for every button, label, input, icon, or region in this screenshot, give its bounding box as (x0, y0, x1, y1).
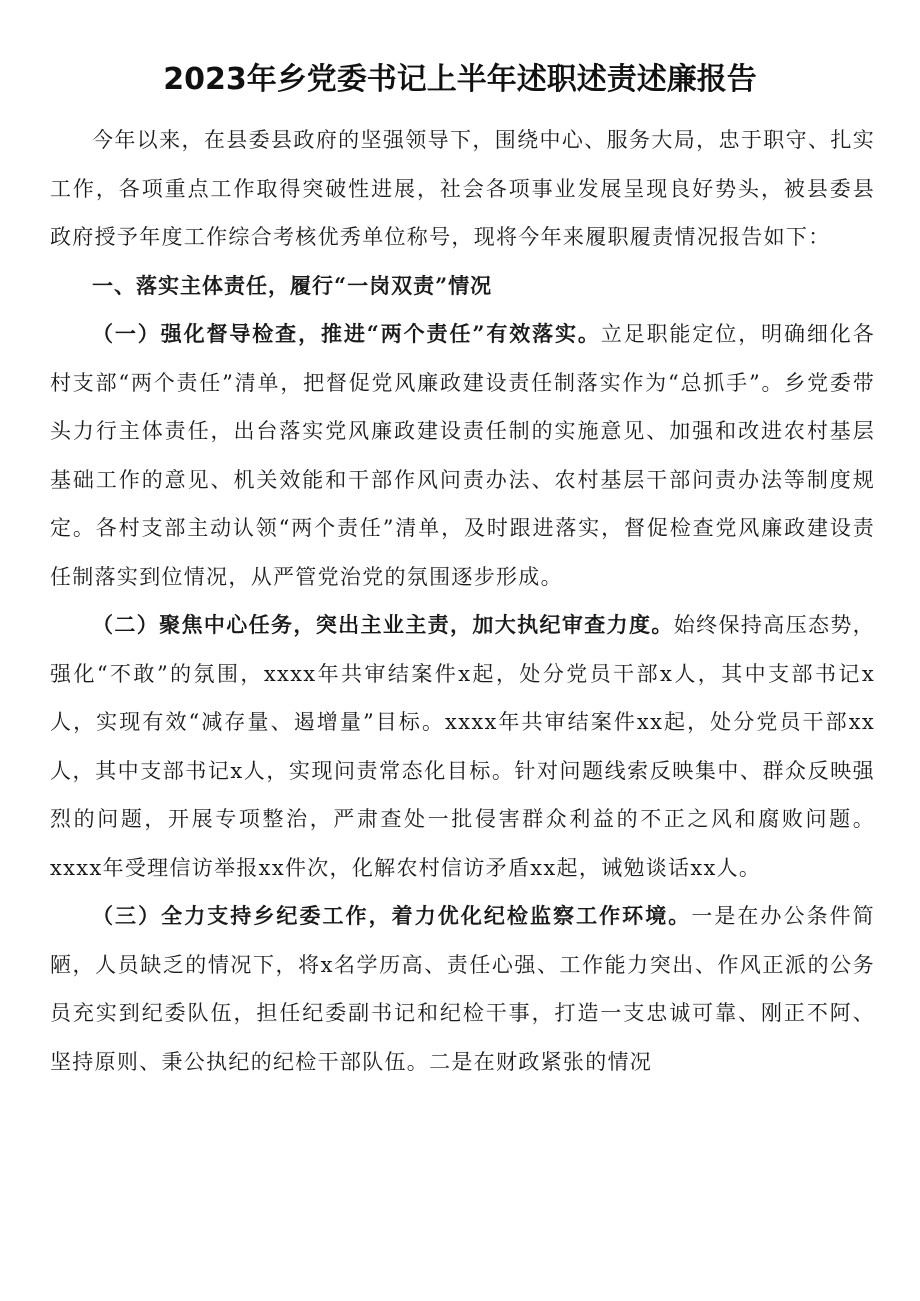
item-paragraph-2 (50, 601, 875, 892)
item-text-2: 始终保持高压态势，强化“不敢”的氛围，xxxx年共审结案件x起，处分党员干部x人，其中支部书记x人，实现有效“减存量、遏增量”目标。xxxx年共审结案件xx起，处分党员干部xx人，其中支部书记x人，实现问责常态化目标。针对问题线索反映集中、群众反映强烈的问题，开展专项整治，严肃查处一批侵害群众利益的不正之风和腐败问题。xxxx年受理信访举报xx件次，化解农村信访矛盾xx起，诫勉谈话xx人。 (50, 613, 875, 880)
section-heading: 一、落实主体责任，履行“一岗双责”情况 (92, 272, 493, 298)
document-title: 2023年乡党委书记上半年述职述责述廉报告 (163, 62, 757, 97)
item-paragraph-3 (50, 892, 875, 1086)
item-lead-2: （二）聚焦中心任务，突出主业主责，加大执纪审查力度。 (92, 612, 674, 637)
item-lead-3: （三）全力支持乡纪委工作，着力优化纪检监察工作环境。 (92, 903, 692, 928)
item-text-3: 一是在办公条件简陋，人员缺乏的情况下，将x名学历高、责任心强、工作能力突出、作风正派的公务员充实到纪委队伍，担任纪委副书记和纪检干事，打造一支忠诚可靠、刚正不阿、坚持原则、秉公执纪的纪检干部队伍。二是在财政紧张的情况 (50, 904, 875, 1074)
document-body (50, 116, 875, 1086)
item-text-1: 立足职能定位，明确细化各村支部“两个责任”清单，把督促党风廉政建设责任制落实作为“总抓手”。乡党委带头力行主体责任，出台落实党风廉政建设责任制的实施意见、加强和改进农村基层基础工作的意见、机关效能和干部作风问责办法、农村基层干部问责办法等制度规定。各村支部主动认领“两个责任”清单，及时跟进落实，督促检查党风廉政建设责任制落实到位情况，从严管党治党的氛围逐步形成。 (50, 322, 875, 589)
item-lead-1: （一）强化督导检查，推进“两个责任”有效落实。 (92, 321, 601, 346)
item-paragraph-1 (50, 310, 875, 601)
intro-paragraph: 今年以来，在县委县政府的坚强领导下，围绕中心、服务大局，忠于职守、扎实工作，各项重点工作取得突破性进展，社会各项事业发展呈现良好势头，被县委县政府授予年度工作综合考核优秀单位称号，现将今年来履职履责情况报告如下： (50, 128, 875, 249)
